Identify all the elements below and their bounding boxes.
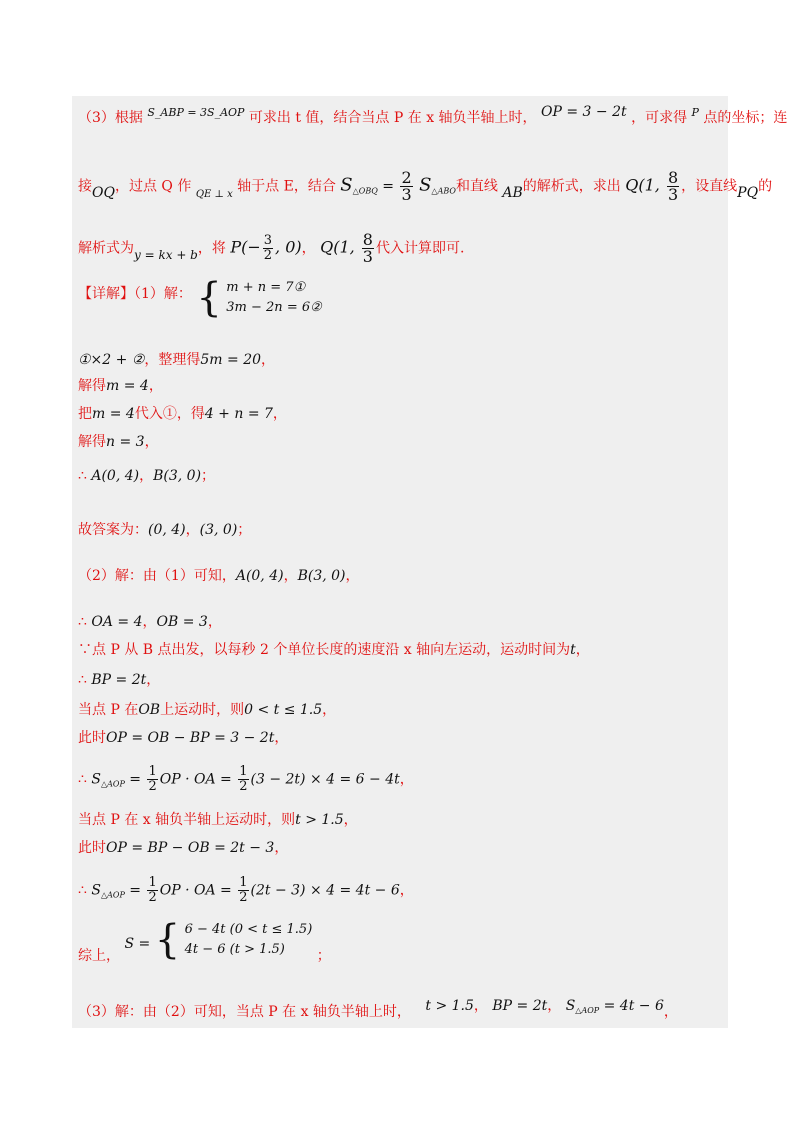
hint-text: 和直线: [455, 178, 498, 195]
summary-label: 综上，: [78, 948, 120, 964]
point-p-coord-end: , 0): [275, 237, 302, 257]
red-text: ，: [139, 468, 154, 484]
hint-text: 点的坐标；连: [703, 110, 788, 126]
point-q: Q(1,: [320, 237, 360, 257]
punct: ，: [473, 998, 488, 1014]
fraction-three-halves: [263, 234, 273, 263]
red-text: ，: [345, 568, 360, 584]
equation-1: m + n = 7①: [226, 280, 306, 295]
red-text: ，: [272, 406, 287, 422]
red-text: ，: [207, 614, 222, 630]
case-2: 4t − 6 (t > 1.5): [184, 942, 285, 957]
area-sub: △AOP: [100, 779, 125, 789]
hint-text: ，设直线: [681, 178, 738, 195]
detail-system: [78, 275, 322, 321]
t-condition: t > 1.5: [425, 998, 474, 1014]
math-expr: OA = 4: [91, 614, 143, 630]
piecewise-brace: {: [154, 917, 181, 963]
hint-text: ，过点 Q 作: [114, 178, 192, 195]
equals: =: [129, 882, 146, 899]
frac-den: 3: [362, 247, 373, 266]
red-text: ∴: [78, 672, 92, 688]
hint-text: ，: [301, 240, 316, 257]
math-expr: (3, 0): [199, 522, 238, 538]
bp-equation: BP = 2t: [492, 998, 548, 1014]
solution-line: [78, 670, 160, 690]
math-expr: ①×2 + ②: [78, 352, 145, 368]
fraction-eight-thirds: [667, 170, 679, 203]
perpendicular-qe: QE ⊥ x: [195, 188, 233, 200]
red-text: ，: [142, 614, 157, 630]
math-expr: A(0, 4): [91, 468, 140, 484]
math-expr: A(0, 4): [235, 568, 284, 584]
red-text: ，: [575, 642, 590, 658]
area-formula: OP · OA =: [159, 771, 237, 788]
solution-line: [78, 700, 336, 720]
frac-den: 2: [263, 248, 273, 263]
frac-num: 8: [667, 168, 679, 187]
hint-text: ，将: [197, 240, 226, 257]
red-text: ，: [185, 522, 200, 538]
fraction-two-thirds: [400, 170, 412, 203]
math-expr: 4 + n = 7: [204, 406, 273, 422]
solution-line: [78, 376, 163, 396]
line-pq: PQ: [737, 184, 759, 201]
fraction-eight-thirds: [362, 232, 374, 265]
detail-label: 【详解】（1）解：: [78, 286, 192, 302]
red-text: ，: [146, 672, 161, 688]
area-value: = 4t − 6: [599, 998, 664, 1014]
math-expr: m = 4: [106, 378, 149, 394]
op-equation: OP = 3 − 2t: [541, 104, 627, 120]
math-expr: t: [570, 642, 576, 658]
hint-text: 接: [78, 178, 92, 195]
red-text: 把: [78, 406, 92, 422]
area-sub: △AOP: [100, 890, 125, 900]
red-text: （2）解：由（1）可知，: [78, 568, 236, 584]
hint-line-3: [78, 232, 464, 265]
equals: =: [129, 771, 146, 788]
segment-oq: OQ: [92, 184, 115, 201]
red-text: ；: [237, 522, 252, 538]
equals-sign: =: [382, 178, 394, 195]
red-text: 此时: [78, 730, 106, 746]
hint-text: 的: [758, 178, 773, 195]
area-formula: OP · OA =: [159, 882, 237, 899]
solution-line: [78, 810, 358, 830]
area-sub: △AOP: [575, 1006, 600, 1015]
red-text: 故答案为：: [78, 522, 148, 538]
math-expr: n = 3: [106, 434, 145, 450]
area-obq-symbol: S: [340, 174, 353, 196]
solution-line: [78, 566, 360, 586]
red-text: 解得: [78, 434, 106, 450]
hint-line-2: [78, 170, 772, 203]
frac-num: 3: [263, 233, 273, 248]
area-line-1: [78, 765, 414, 795]
solution-line: [78, 350, 275, 370]
red-text: ，: [261, 352, 276, 368]
area-expression: (2t − 3) × 4 = 4t − 6: [250, 882, 400, 899]
math-expr: 0 < t ≤ 1.5: [244, 702, 323, 718]
part3-solution-line: [78, 996, 678, 1021]
punct: ，: [547, 998, 562, 1014]
solution-line: [78, 728, 288, 748]
red-text: ∴: [78, 614, 92, 630]
red-text: ，: [274, 840, 289, 856]
area-symbol: S: [565, 998, 576, 1014]
hint-text: 的解析式，求出: [522, 178, 621, 195]
s-equals: S =: [124, 936, 155, 952]
therefore-symbol: ∴: [78, 882, 92, 899]
hint-text: 可求出 t 值，结合当点 P 在 x 轴负半轴上时，: [248, 110, 537, 126]
case-1: 6 − 4t (0 < t ≤ 1.5): [184, 922, 313, 937]
equation-system: [226, 278, 321, 318]
solution-line: [78, 404, 287, 424]
area-abo-symbol: S: [419, 174, 432, 196]
part3-intro: （3）解：由（2）可知，当点 P 在 x 轴负半轴上时，: [78, 1004, 411, 1020]
red-text: ，: [274, 730, 289, 746]
linear-formula: y = kx + b: [134, 247, 198, 262]
frac-den: 3: [667, 185, 679, 204]
math-expr: B(3, 0): [297, 568, 346, 584]
red-text: 当点 P 在 x 轴负半轴上运动时，则: [78, 812, 296, 828]
solution-line: [78, 520, 251, 540]
hint-text: 轴于点 E，结合: [237, 178, 336, 195]
math-expr: OB: [138, 702, 161, 718]
point-q: Q(1,: [625, 175, 665, 195]
solution-line: [78, 432, 159, 452]
red-text: 代入①，得: [134, 406, 205, 422]
line-ab: AB: [502, 184, 523, 201]
area-symbol: S: [91, 882, 101, 899]
hint-text: 解析式为: [78, 240, 134, 257]
red-text: 此时: [78, 840, 106, 856]
math-expr: (0, 4): [148, 522, 186, 538]
math-expr: m = 4: [92, 406, 135, 422]
part3-label: （3）根据: [78, 110, 143, 126]
hint-text: 代入计算即可.: [375, 240, 465, 257]
fraction-half: $\frac{1}{2}$: [239, 875, 248, 905]
red-text: ，整理得: [144, 352, 201, 368]
solution-line: [78, 466, 215, 486]
red-text: 解得: [78, 378, 106, 394]
red-text: ∴: [78, 468, 92, 484]
math-expr: 5m = 20: [200, 352, 262, 368]
math-expr: t > 1.5: [295, 812, 344, 828]
red-text: ∵点 P 从 B 点出发，以每秒 2 个单位长度的速度沿 x 轴向左运动，运动时间为: [78, 642, 571, 658]
solution-line: [78, 838, 288, 858]
area-abo-sub: △ABO: [431, 186, 456, 196]
math-expr: B(3, 0): [153, 468, 202, 484]
equation-2: 3m − 2n = 6②: [226, 300, 322, 315]
solution-line: [78, 640, 590, 660]
point-p-coord: P(−: [230, 237, 261, 257]
red-text: 当点 P 在: [78, 702, 139, 718]
red-text: ，: [148, 378, 163, 394]
hint-line-1: [78, 104, 788, 129]
area-expression: (3 − 2t) × 4 = 6 − 4t: [250, 771, 400, 788]
area-ratio-eq: S_ABP = 3S_AOP: [147, 106, 245, 119]
red-text: ；: [201, 468, 216, 484]
red-text: ，: [343, 812, 358, 828]
frac-num: 8: [362, 230, 373, 249]
math-expr: OP = BP − OB = 2t − 3: [106, 840, 275, 856]
punct: ，: [399, 882, 414, 899]
red-text: ，: [322, 702, 337, 718]
red-text: 上运动时，则: [160, 702, 245, 718]
piecewise-cases: [185, 920, 313, 960]
fraction-half: $\frac{1}{2}$: [148, 875, 157, 905]
area-obq-sub: △OBQ: [352, 186, 378, 196]
math-expr: BP = 2t: [91, 672, 147, 688]
solution-line: [78, 612, 222, 632]
frac-den: 3: [401, 185, 412, 204]
hint-text: ，可求得: [631, 110, 688, 126]
therefore-symbol: ∴: [78, 771, 92, 788]
system-brace: {: [196, 275, 222, 321]
punct: ；: [316, 948, 331, 964]
punct: ，: [399, 771, 414, 788]
math-expr: OP = OB − BP = 3 − 2t: [106, 730, 275, 746]
area-line-2: [78, 876, 414, 906]
punct: ，: [663, 1004, 678, 1020]
red-text: ，: [283, 568, 298, 584]
fraction-half: $\frac{1}{2}$: [239, 764, 248, 794]
fraction-half: $\frac{1}{2}$: [148, 764, 157, 794]
red-text: ，: [144, 434, 159, 450]
frac-num: 2: [401, 168, 412, 187]
point-p: P: [691, 106, 699, 119]
math-expr: OB = 3: [156, 614, 208, 630]
area-symbol: S: [91, 771, 101, 788]
summary-line: [78, 917, 331, 964]
